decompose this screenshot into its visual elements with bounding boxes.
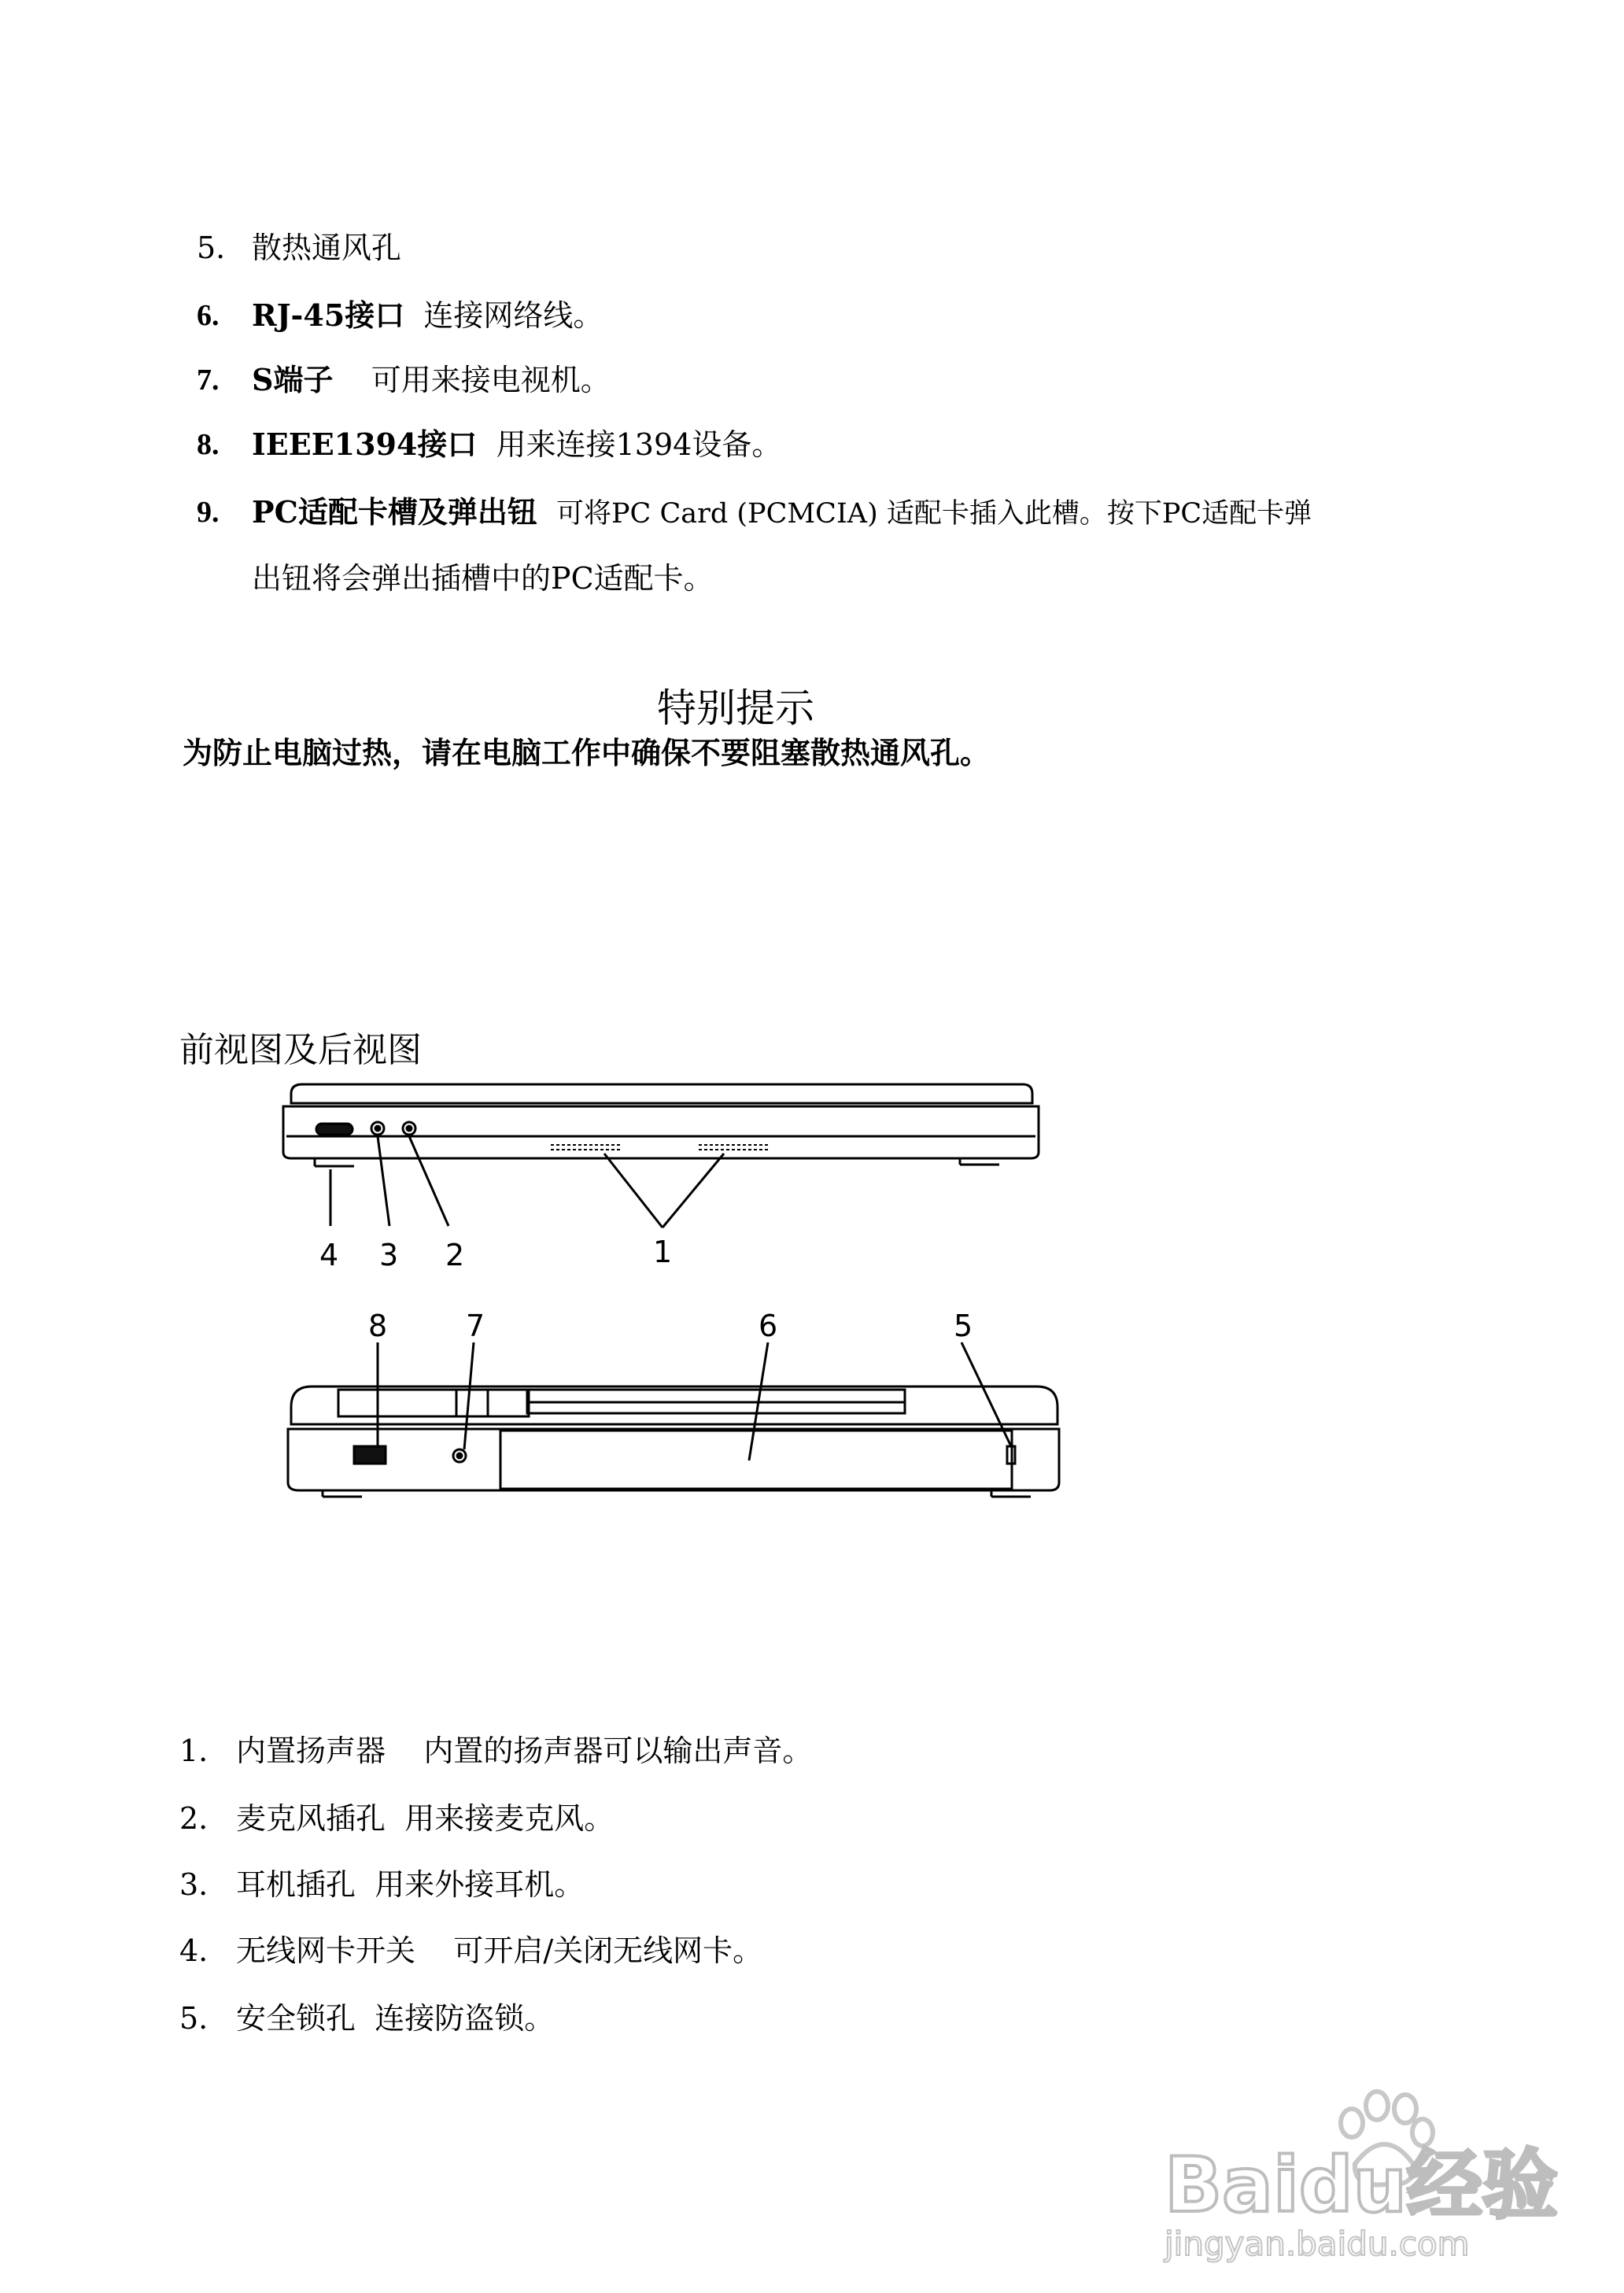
baidu-jingyan-watermark xyxy=(1149,2077,1558,2266)
item-description: 可将PC Card (PCMCIA) 适配卡插入此槽。按下PC适配卡弹 xyxy=(556,498,1312,530)
item-number: 6. xyxy=(197,299,220,332)
item-term: IEEE1394接口 xyxy=(252,426,478,462)
item-number: 3. xyxy=(179,1867,209,1902)
item-description: 内置的扬声器可以输出声音。 xyxy=(423,1734,813,1768)
item-number: 7. xyxy=(197,364,220,397)
item-term: 内置扬声器 xyxy=(236,1734,386,1768)
item-number: 5. xyxy=(197,231,226,265)
callout-1: 1 xyxy=(653,1235,673,1269)
watermark-url: jingyan.baidu.com xyxy=(1164,2225,1470,2263)
callout-7: 7 xyxy=(466,1309,485,1343)
back-view-illustration xyxy=(288,1342,1059,1497)
item-term: RJ-45接口 xyxy=(252,297,405,333)
front-view-illustration xyxy=(283,1084,1039,1228)
item-number: 5. xyxy=(179,2001,209,2036)
callout-3: 3 xyxy=(379,1238,399,1272)
item-number: 1. xyxy=(179,1734,209,1768)
item-description: 用来接麦克风。 xyxy=(404,1801,615,1836)
item-description: 可用来接电视机。 xyxy=(371,363,611,397)
item-description: 连接网络线。 xyxy=(423,298,603,333)
item-term: 安全锁孔 xyxy=(236,2001,356,2036)
item-description-continued: 出钮将会弹出插槽中的PC适配卡。 xyxy=(252,561,714,596)
item-number: 2. xyxy=(179,1801,209,1836)
watermark-brand: Baidu经验 xyxy=(1164,2141,1558,2229)
item-number: 8. xyxy=(197,428,220,461)
item-description: 用来外接耳机。 xyxy=(375,1867,585,1902)
tip-text: 为防止电脑过热，请在电脑工作中确保不要阻塞散热通风孔。 xyxy=(183,736,991,770)
callout-5: 5 xyxy=(954,1309,973,1343)
laptop-views-diagram xyxy=(268,1070,1070,1511)
item-number: 4. xyxy=(179,1933,209,1968)
item-term: 无线网卡开关 xyxy=(236,1933,416,1968)
item-term: PC适配卡槽及弹出钮 xyxy=(252,494,537,530)
item-description: 用来连接1394设备。 xyxy=(496,427,782,462)
item-term: 耳机插孔 xyxy=(236,1867,356,1902)
item-description: 可开启/关闭无线网卡。 xyxy=(453,1933,763,1968)
callout-8: 8 xyxy=(368,1309,388,1343)
item-description: 连接防盗锁。 xyxy=(375,2001,555,2036)
item-term: 散热通风孔 xyxy=(252,231,402,265)
callout-6: 6 xyxy=(758,1309,778,1343)
tip-heading: 特别提示 xyxy=(657,685,814,731)
item-term: 麦克风插孔 xyxy=(236,1801,386,1836)
views-heading: 前视图及后视图 xyxy=(179,1030,422,1070)
item-term: S端子 xyxy=(252,362,334,397)
callout-2: 2 xyxy=(445,1238,465,1272)
item-number: 9. xyxy=(197,496,220,529)
callout-4: 4 xyxy=(319,1238,339,1272)
